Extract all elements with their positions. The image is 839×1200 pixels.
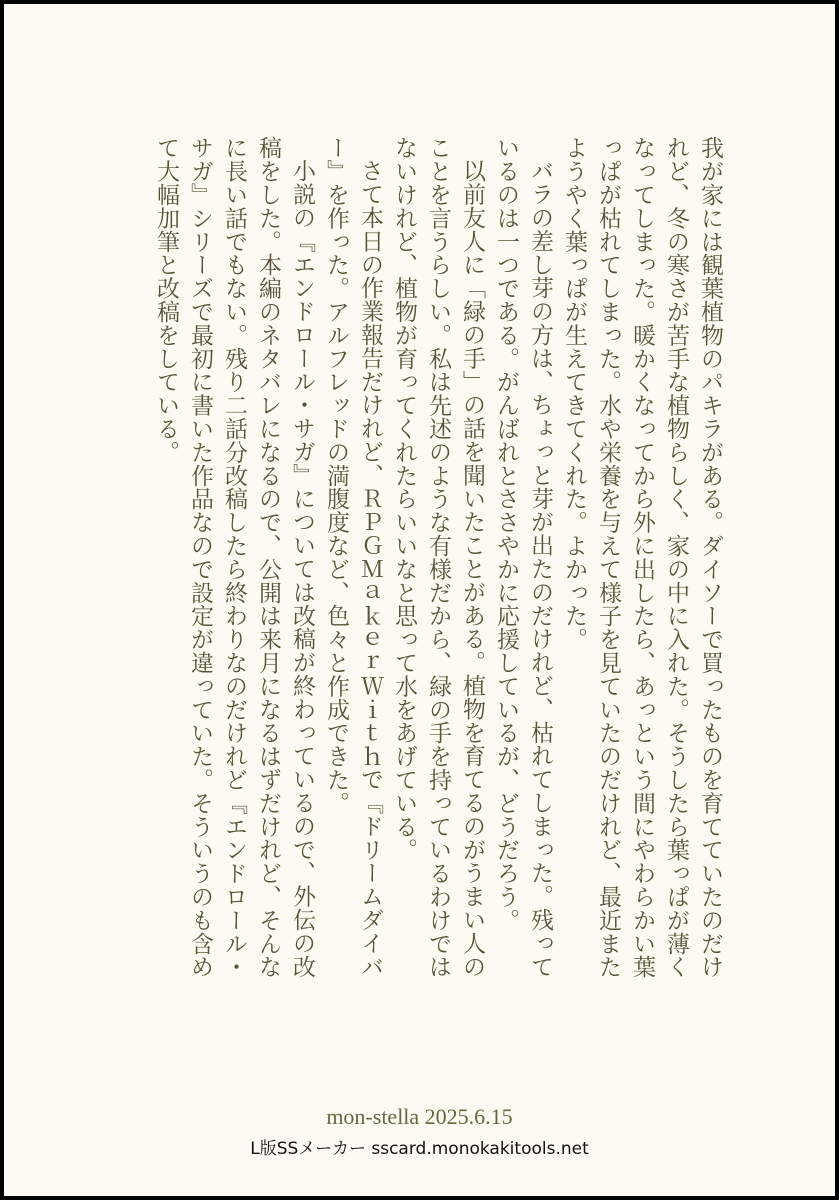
paragraph-3: 以前友人に「緑の手」の話を聞いたことがある。植物を育てるのがうまい人のことを言うらしい。私は先述のような有様だから、緑の手を持っているわけではないけれど、植物が育ってくれたらいいなと思って水をあげている。 bbox=[391, 136, 485, 979]
paragraph-2: バラの差し芽の方は、ちょっと芽が出たのだけれど、枯れてしまった。残っているのは一つである。がんばれとささやかに応援しているが、どうだろう。 bbox=[493, 136, 553, 978]
author-date: mon-stella 2025.6.15 bbox=[326, 1104, 513, 1129]
paragraph-1: 我が家には観葉植物のパキラがある。ダイソーで買ったものを育てていたのだけれど、冬の寒さが苦手な植物らしく、家の中に入れた。そうしたら葉っぱが薄くなってしまった。暖かくなってから外に出したら、あっという間にやわらかい葉っぱが枯れてしまった。水や栄養を与えて様子を見ていたのだけれど、最近またようやく葉っぱが生えてきてくれた。よかった。 bbox=[561, 136, 723, 979]
card-body-text bbox=[149, 136, 727, 996]
paragraph-4: さて本日の作業報告だけれど、ＲＰＧＭａｋｅｒＷｉｔｈで『ドリームダイバー』を作った。アルフレッドの満腹度など、色々と作成できた。 bbox=[323, 136, 383, 978]
paragraph-5: 小説の『エンドロール・サガ』については改稿が終わっているので、外伝の改稿をした。本編のネタバレになるので、公開は来月になるはずだけれど、そんなに長い話でもない。残り二話分改稿したら終わりなのだけれど『エンドロール・サガ』シリーズで最初に書いた作品なので設定が違っていた。そういうのも含めて大幅加筆と改稿をしている。 bbox=[153, 136, 315, 979]
site-credit: L版SSメーカー sscard.monokakitools.net bbox=[250, 1139, 589, 1159]
ss-card bbox=[4, 4, 835, 1196]
